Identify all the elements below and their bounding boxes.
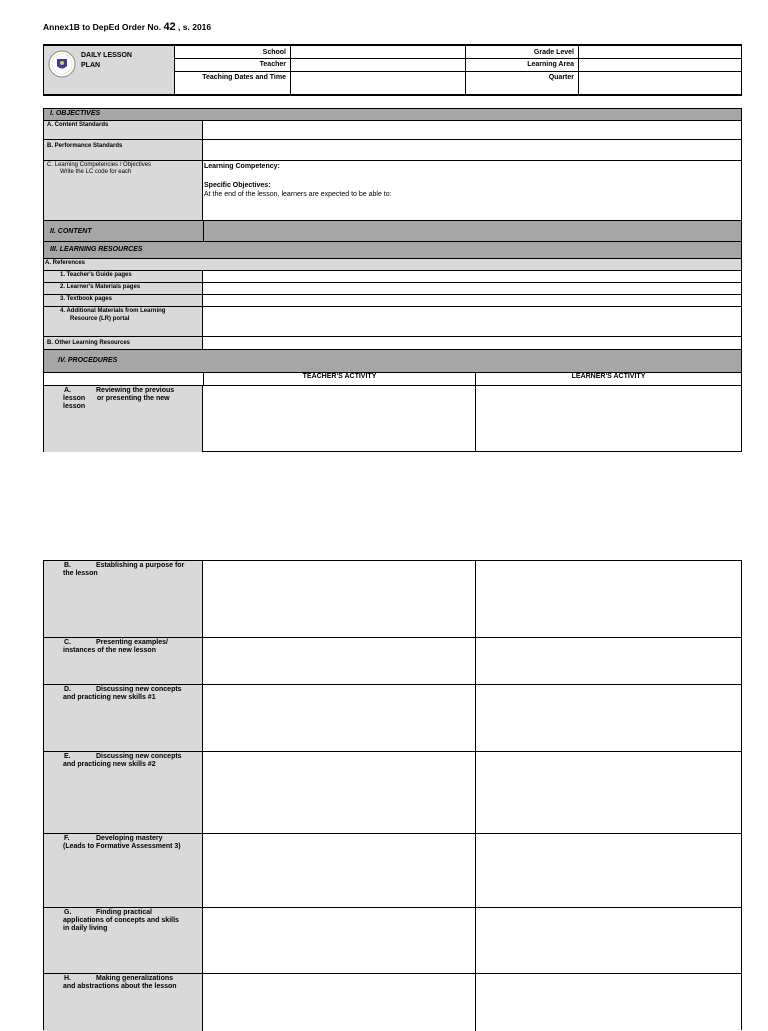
procedure-row-f	[44, 834, 741, 908]
teacher-field[interactable]	[291, 59, 465, 70]
quarter-field[interactable]	[579, 72, 739, 94]
procedure-g-learner-cell[interactable]	[476, 908, 741, 973]
additional-materials-label: 4. Additional Materials from Learning	[60, 308, 166, 314]
content-section-row	[44, 221, 741, 242]
lr-portal-label: Resource (LR) portal	[70, 316, 130, 322]
procedures-continued-table	[43, 560, 742, 1030]
references-label: A. References	[45, 260, 86, 266]
learners-materials-label: 2. Learner's Materials pages	[60, 284, 141, 290]
other-resources-label: B. Other Learning Resources	[47, 340, 131, 346]
annex-number: 42	[163, 21, 176, 33]
procedure-f-teacher-cell[interactable]	[204, 834, 475, 907]
procedure-b-text: Establishing a purpose for the lesson	[63, 562, 185, 577]
dlp-title-line2: PLAN	[81, 62, 101, 69]
procedure-row-a	[44, 386, 741, 452]
annex-suffix: , s. 2016	[175, 22, 212, 32]
document-annex-title	[43, 21, 211, 33]
lesson-plan-table	[43, 108, 742, 452]
procedure-c-text: Presenting examples/ instances of the new lesson	[63, 639, 168, 654]
performance-standards-label: B. Performance Standards	[47, 143, 123, 149]
learners-activity-header: LEARNER'S ACTIVITY	[571, 373, 646, 380]
procedure-row-b	[44, 561, 741, 638]
other-resources-field[interactable]	[204, 337, 741, 350]
dlp-title-line1: DAILY LESSON	[81, 52, 132, 59]
procedure-b-letter: B.	[64, 562, 71, 569]
procedure-e-text: Discussing new concepts and practicing new skills #2	[63, 753, 182, 768]
procedure-g-letter: G.	[64, 909, 72, 916]
title-cell	[44, 46, 175, 94]
procedure-f-learner-cell[interactable]	[476, 834, 741, 907]
procedure-row-g	[44, 908, 741, 974]
specific-objectives-text: At the end of the lesson, learners are expected to be able to:	[204, 191, 392, 198]
procedure-b-teacher-cell[interactable]	[204, 561, 475, 637]
procedure-g-text: Finding practical applications of concepts and skills in daily living	[63, 909, 179, 932]
procedures-heading: IV. PROCEDURES	[58, 357, 118, 364]
teachers-guide-field[interactable]	[204, 271, 741, 283]
objectives-section-row	[44, 109, 741, 121]
procedure-row-d	[44, 685, 741, 752]
procedure-a-learner-cell[interactable]	[476, 386, 741, 452]
objectives-heading: I. OBJECTIVES	[50, 110, 101, 117]
learners-materials-field[interactable]	[204, 283, 741, 295]
procedure-e-teacher-cell[interactable]	[204, 752, 475, 833]
learning-competency-heading: Learning Competency:	[204, 163, 280, 170]
teacher-label: Teacher	[259, 61, 286, 68]
content-standards-label: A. Content Standards	[47, 122, 109, 128]
content-heading: II. CONTENT	[50, 228, 92, 235]
quarter-label: Quarter	[548, 74, 574, 81]
references-row	[44, 259, 741, 271]
deped-seal-icon	[48, 50, 76, 78]
procedure-d-letter: D.	[64, 686, 71, 693]
procedure-c-letter: C.	[64, 639, 71, 646]
procedure-row-e	[44, 752, 741, 834]
procedure-b-learner-cell[interactable]	[476, 561, 741, 637]
resources-section-row	[44, 242, 741, 259]
school-label: School	[262, 49, 286, 56]
learning-area-field[interactable]	[579, 59, 739, 70]
procedure-d-learner-cell[interactable]	[476, 685, 741, 751]
procedure-g-teacher-cell[interactable]	[204, 908, 475, 973]
performance-standards-field[interactable]	[204, 140, 741, 161]
procedure-a-teacher-cell[interactable]	[204, 386, 475, 452]
procedure-f-text: Developing mastery (Leads to Formative Assessment 3)	[63, 835, 181, 850]
additional-materials-field[interactable]	[204, 307, 741, 337]
procedure-d-text: Discussing new concepts and practicing new skills #1	[63, 686, 182, 701]
textbook-pages-label: 3. Textbook pages	[60, 296, 112, 302]
procedure-e-learner-cell[interactable]	[476, 752, 741, 833]
dates-label: Teaching Dates and Time	[202, 74, 286, 81]
grade-level-label: Grade Level	[533, 49, 574, 56]
school-field[interactable]	[291, 47, 465, 58]
textbook-pages-field[interactable]	[204, 295, 741, 307]
procedure-h-text: Making generalizations and abstractions about the lesson	[63, 975, 177, 990]
competencies-label: C. Learning Competencies / Objectives	[47, 162, 152, 168]
procedure-c-teacher-cell[interactable]	[204, 638, 475, 684]
procedure-h-teacher-cell[interactable]	[204, 974, 475, 1031]
annex-prefix: Annex1B to DepEd Order No.	[43, 22, 164, 32]
procedure-e-letter: E.	[64, 753, 71, 760]
dates-field[interactable]	[291, 72, 465, 94]
activity-columns-row	[44, 373, 741, 386]
teachers-guide-label: 1. Teacher's Guide pages	[60, 272, 132, 278]
procedures-section-row	[44, 350, 741, 373]
procedure-row-c	[44, 638, 741, 685]
learning-area-label: Learning Area	[527, 61, 574, 68]
procedure-a-letter: A.	[64, 387, 71, 394]
lesson-plan-header-table	[43, 44, 742, 96]
procedure-f-letter: F.	[64, 835, 70, 842]
resources-heading: III. LEARNING RESOURCES	[50, 246, 143, 253]
procedure-d-teacher-cell[interactable]	[204, 685, 475, 751]
teachers-activity-header: TEACHER'S ACTIVITY	[302, 373, 377, 380]
competencies-note: Write the LC code for each	[60, 169, 132, 175]
specific-objectives-heading: Specific Objectives:	[204, 182, 271, 189]
competencies-row	[44, 161, 741, 221]
procedure-c-learner-cell[interactable]	[476, 638, 741, 684]
grade-level-field[interactable]	[579, 47, 739, 58]
content-standards-field[interactable]	[204, 121, 741, 140]
procedure-h-learner-cell[interactable]	[476, 974, 741, 1031]
procedure-row-h	[44, 974, 741, 1031]
procedure-h-letter: H.	[64, 975, 71, 982]
procedure-a-text: Reviewing the previous lesson or presenting the new lesson	[63, 387, 175, 410]
